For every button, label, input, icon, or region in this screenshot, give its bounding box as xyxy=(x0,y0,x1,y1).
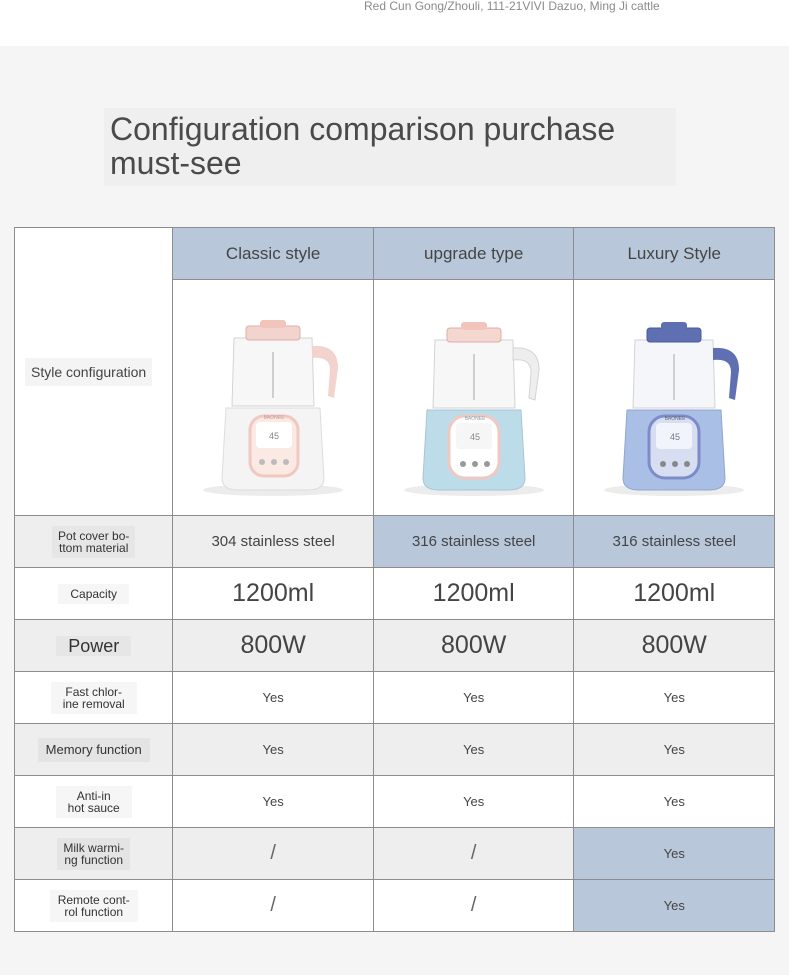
anti-hot-row xyxy=(15,776,775,828)
remote-luxury: Yes xyxy=(574,880,775,932)
luxury-kettle-image xyxy=(589,298,759,498)
upgrade-display-temp: 45 xyxy=(469,431,480,442)
comparison-table xyxy=(14,227,775,932)
power-classic: 800W xyxy=(173,620,374,672)
remote-row xyxy=(15,880,775,932)
chlorine-classic: Yes xyxy=(173,672,374,724)
pot-cover-upgrade: 316 stainless steel xyxy=(373,516,574,568)
anti-hot-label: Anti-in hot sauce xyxy=(56,786,132,818)
svg-text:BAONEE: BAONEE xyxy=(263,414,285,421)
memory-label-cell xyxy=(15,724,173,776)
chlorine-luxury: Yes xyxy=(574,672,775,724)
classic-display-temp: 45 xyxy=(269,430,280,441)
memory-classic: Yes xyxy=(173,724,374,776)
milk-row xyxy=(15,828,775,880)
chlorine-upgrade: Yes xyxy=(373,672,574,724)
milk-label: Milk warmi- ng function xyxy=(57,838,130,870)
chlorine-label: Fast chlor- ine removal xyxy=(51,682,137,714)
top-caption-bar xyxy=(0,0,789,46)
upgrade-kettle-cell xyxy=(373,280,574,516)
style-config-label-cell xyxy=(15,228,173,516)
top-caption: Red Cun Gong/Zhouli, 111-21VIVI Dazuo, Ming Ji cattle xyxy=(364,0,660,13)
luxury-display-temp: 45 xyxy=(670,431,681,442)
chlorine-row xyxy=(15,672,775,724)
luxury-kettle-cell xyxy=(574,280,775,516)
capacity-label-cell xyxy=(15,568,173,620)
pot-cover-label: Pot cover bo- ttom material xyxy=(52,526,135,558)
capacity-classic: 1200ml xyxy=(173,568,374,620)
chlorine-label-cell xyxy=(15,672,173,724)
power-label-cell xyxy=(15,620,173,672)
pot-cover-label-cell xyxy=(15,516,173,568)
page-headline: Configuration comparison purchase must-see xyxy=(104,108,676,186)
anti-hot-upgrade: Yes xyxy=(373,776,574,828)
capacity-row xyxy=(15,568,775,620)
classic-kettle-cell xyxy=(173,280,374,516)
milk-luxury: Yes xyxy=(574,828,775,880)
anti-hot-luxury: Yes xyxy=(574,776,775,828)
power-luxury: 800W xyxy=(574,620,775,672)
style-config-label: Style configuration xyxy=(25,358,152,386)
remote-label: Remote cont- rol function xyxy=(50,890,138,922)
upgrade-kettle-image xyxy=(389,298,559,498)
anti-hot-label-cell xyxy=(15,776,173,828)
pot-cover-classic: 304 stainless steel xyxy=(173,516,374,568)
power-row xyxy=(15,620,775,672)
svg-text:BAONEE: BAONEE xyxy=(464,415,486,422)
pot-cover-row xyxy=(15,516,775,568)
power-upgrade: 800W xyxy=(373,620,574,672)
milk-upgrade: / xyxy=(373,828,574,880)
milk-classic: / xyxy=(173,828,374,880)
anti-hot-classic: Yes xyxy=(173,776,374,828)
remote-label-cell xyxy=(15,880,173,932)
remote-upgrade: / xyxy=(373,880,574,932)
pot-cover-luxury: 316 stainless steel xyxy=(574,516,775,568)
memory-luxury: Yes xyxy=(574,724,775,776)
column-header-upgrade: upgrade type xyxy=(373,228,574,280)
milk-label-cell xyxy=(15,828,173,880)
memory-upgrade: Yes xyxy=(373,724,574,776)
svg-text:BAONEE: BAONEE xyxy=(664,415,686,422)
capacity-upgrade: 1200ml xyxy=(373,568,574,620)
classic-kettle-image xyxy=(188,298,358,498)
column-header-classic: Classic style xyxy=(173,228,374,280)
column-header-luxury: Luxury Style xyxy=(574,228,775,280)
capacity-luxury: 1200ml xyxy=(574,568,775,620)
memory-label: Memory function xyxy=(38,738,150,762)
power-label: Power xyxy=(56,636,131,656)
header-row xyxy=(15,228,775,280)
memory-row xyxy=(15,724,775,776)
remote-classic: / xyxy=(173,880,374,932)
capacity-label: Capacity xyxy=(58,584,129,604)
